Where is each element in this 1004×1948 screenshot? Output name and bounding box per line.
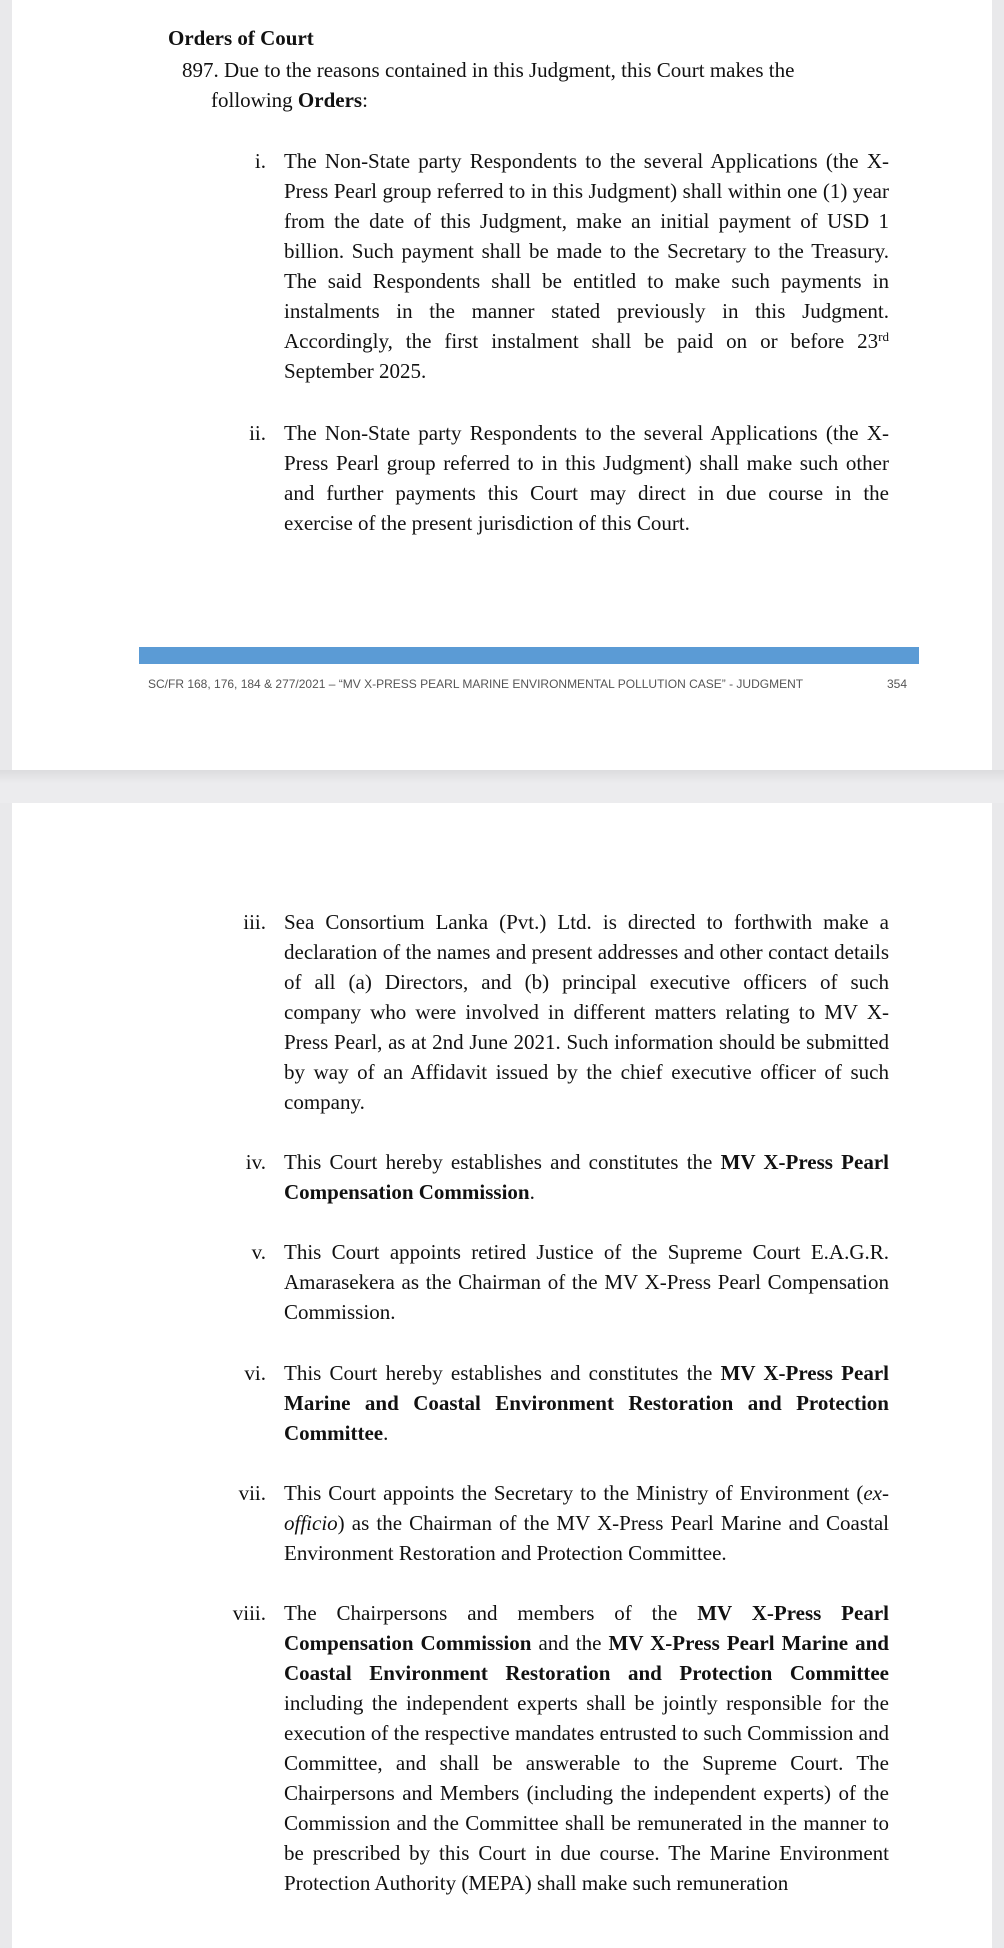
- order-text: Sea Consortium Lanka (Pvt.) Ltd. is directed to forthwith make a declaration of the names and present addresses and other contact details of all (a) Directors, and (b) principal executive officers of such company who were involved in different matters relating to MV X-Press Pearl, as at 2nd June 2021. Such information should be submitted by way of an Affidavit issued by the chief executive officer of such company.: [284, 910, 889, 1114]
- document-page-355: [12, 803, 992, 1948]
- footer-page-number: 354: [887, 677, 908, 691]
- paragraph-line-2: following Orders:: [211, 88, 368, 112]
- order-text: This Court appoints the Secretary to the Ministry of Environment (ex-officio) as the Chairman of the MV X-Press Pearl Marine and Coastal Environment Restoration and Protection Committee.: [284, 1481, 889, 1565]
- section-heading: Orders of Court: [168, 26, 314, 50]
- order-text: This Court appoints retired Justice of the Supreme Court E.A.G.R. Amarasekera as the Chairman of the MV X-Press Pearl Compensation Commission.: [284, 1240, 889, 1324]
- document-page-354: [12, 0, 992, 770]
- order-numeral: ii.: [249, 421, 266, 445]
- paragraph-line-1: Due to the reasons contained in this Judgment, this Court makes the: [224, 58, 795, 82]
- paragraph-897: [182, 55, 889, 115]
- paragraph-number: 897.: [182, 58, 219, 82]
- order-numeral: viii.: [232, 1601, 266, 1625]
- order-text: The Chairpersons and members of the MV X-Press Pearl Compensation Commission and the MV X-Press Pearl Marine and Coastal Environment Restoration and Protection Committee including the independent experts shall be jointly responsible for the execution of the respective mandates entrusted to such Commission and Committee, and shall be answerable to the Supreme Court. The Chairpersons and Members (including the independent experts) of the Commission and the Committee shall be remunerated in the manner to be prescribed by this Court in due course. The Marine Environment Protection Authority (MEPA) shall make such remuneration: [284, 1601, 889, 1895]
- order-numeral: vii.: [238, 1481, 266, 1505]
- order-text: The Non-State party Respondents to the several Applications (the X-Press Pearl group referred to in this Judgment) shall make such other and further payments this Court may direct in due course in the exercise of the present jurisdiction of this Court.: [284, 421, 889, 535]
- order-text: This Court hereby establishes and constitutes the MV X-Press Pearl Marine and Coastal Environment Restoration and Protection Committee.: [284, 1361, 889, 1445]
- order-numeral: i.: [254, 149, 266, 173]
- order-numeral: v.: [251, 1240, 266, 1264]
- order-text: The Non-State party Respondents to the several Applications (the X-Press Pearl group referred to in this Judgment) shall within one (1) year from the date of this Judgment, make an initial payment of USD 1 billion. Such payment shall be made to the Secretary to the Treasury. The said Respondents shall be entitled to make such payments in instalments in the manner stated previously in this Judgment. Accordingly, the first instalment shall be paid on or before 23rd September 2025.: [284, 149, 889, 383]
- footer-case-title: SC/FR 168, 176, 184 & 277/2021 – “MV X-PRESS PEARL MARINE ENVIRONMENTAL POLLUTION CASE” - JUDGMENT: [148, 677, 804, 691]
- page-separator: [0, 770, 1004, 803]
- order-numeral: vi.: [244, 1361, 266, 1385]
- order-text: This Court hereby establishes and constitutes the MV X-Press Pearl Compensation Commission.: [284, 1150, 889, 1204]
- order-numeral: iv.: [245, 1150, 266, 1174]
- order-numeral: iii.: [243, 910, 266, 934]
- footer-rule: [139, 647, 919, 664]
